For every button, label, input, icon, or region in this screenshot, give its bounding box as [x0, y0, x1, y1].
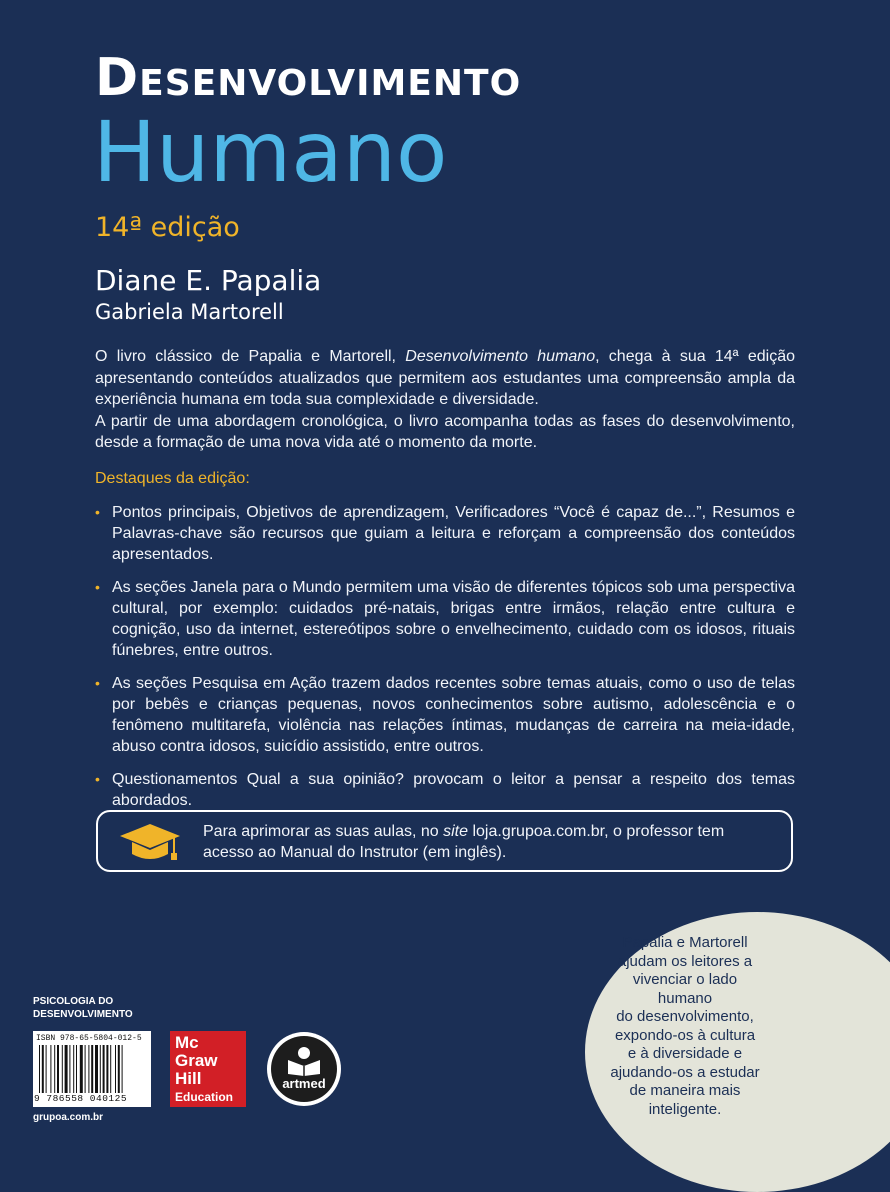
website-url: grupoa.com.br — [33, 1112, 104, 1123]
list-item: • As seções Janela para o Mundo permitem uma visão de diferentes tópicos sob uma perspectiva cultural, por exemplo: cuidados pré-natais, brigas entre irmãos, relação entre cultura e cognição, uso da internet, estereótipos sobre o envelhecimento, cuidado com os idosos, rituais fúnebres, entre outros. — [95, 579, 795, 659]
bullet-icon: • — [95, 675, 100, 691]
artmed-logo: artmed — [267, 1032, 341, 1106]
book-title-sub: Humano — [93, 103, 448, 201]
notice-text: Para aprimorar as suas aulas, no site loja.grupoa.com.br, o professor tem acesso ao Manual do Instrutor (em inglês). — [203, 823, 725, 861]
intro-paragraph-1: O livro clássico de Papalia e Martorell, Desenvolvimento humano, chega à sua 14ª edição apresentando conteúdos atualizados que permitem aos estudantes uma compreensão ampla da experiência humana em toda sua complexidade e diversidade. — [95, 348, 796, 408]
book-title-main: Desenvolvimento — [95, 48, 522, 108]
graduation-cap-icon — [118, 822, 182, 866]
highlights-list — [95, 502, 795, 823]
author-primary: Diane E. Papalia — [95, 264, 322, 297]
intro-paragraph-2: A partir de uma abordagem cronológica, o livro acompanha todas as fases do desenvolvimento, desde a formação de uma nova vida até o momento da morte. — [95, 412, 795, 451]
highlights-heading: Destaques da edição: — [95, 470, 250, 487]
mcgraw-hill-logo: Mc Graw Hill Education — [170, 1031, 246, 1107]
author-secondary: Gabriela Martorell — [95, 300, 284, 324]
bullet-icon: • — [95, 771, 100, 787]
isbn-label: ISBN 978-65-5804-012-5 — [36, 1034, 142, 1043]
list-item: • Pontos principais, Objetivos de aprendizagem, Verificadores “Você é capaz de...”, Resumos e Palavras-chave são recursos que guiam a leitura e reforçam a compreensão dos conteúdos apresentados. — [95, 504, 795, 563]
quote-badge — [585, 912, 890, 1192]
bullet-icon: • — [95, 579, 100, 595]
subject-category: PSICOLOGIA DO DESENVOLVIMENTO — [33, 996, 133, 1020]
list-item: • As seções Pesquisa em Ação trazem dados recentes sobre temas atuais, como o uso de telas por bebês e crianças pequenas, novos conhecimentos sobre autismo, adolescência e o fenômeno multitarefa, violência nas relações íntimas, mudanças de carreira na meia-idade, abuso contra idosos, suicídio assistido, entre outros. — [95, 675, 795, 755]
edition-label: 14ª edição — [95, 212, 240, 243]
isbn-barcode — [33, 1031, 151, 1107]
barcode-icon — [39, 1045, 145, 1093]
intro-text — [95, 346, 795, 454]
instructor-notice — [96, 810, 793, 872]
quote-text: Papalia e Martorell ajudam os leitores a vivenciar o lado humano do desenvolvimento, expondo-os à cultura e à diversidade e ajudando-os a estudar de maneira mais inteligente. — [610, 934, 760, 1118]
isbn-digits: 9 786558 040125 — [34, 1093, 128, 1104]
book-reader-icon — [286, 1046, 322, 1076]
bullet-icon: • — [95, 504, 100, 520]
list-item: • Questionamentos Qual a sua opinião? provocam o leitor a pensar a respeito dos temas abordados. — [95, 771, 795, 809]
